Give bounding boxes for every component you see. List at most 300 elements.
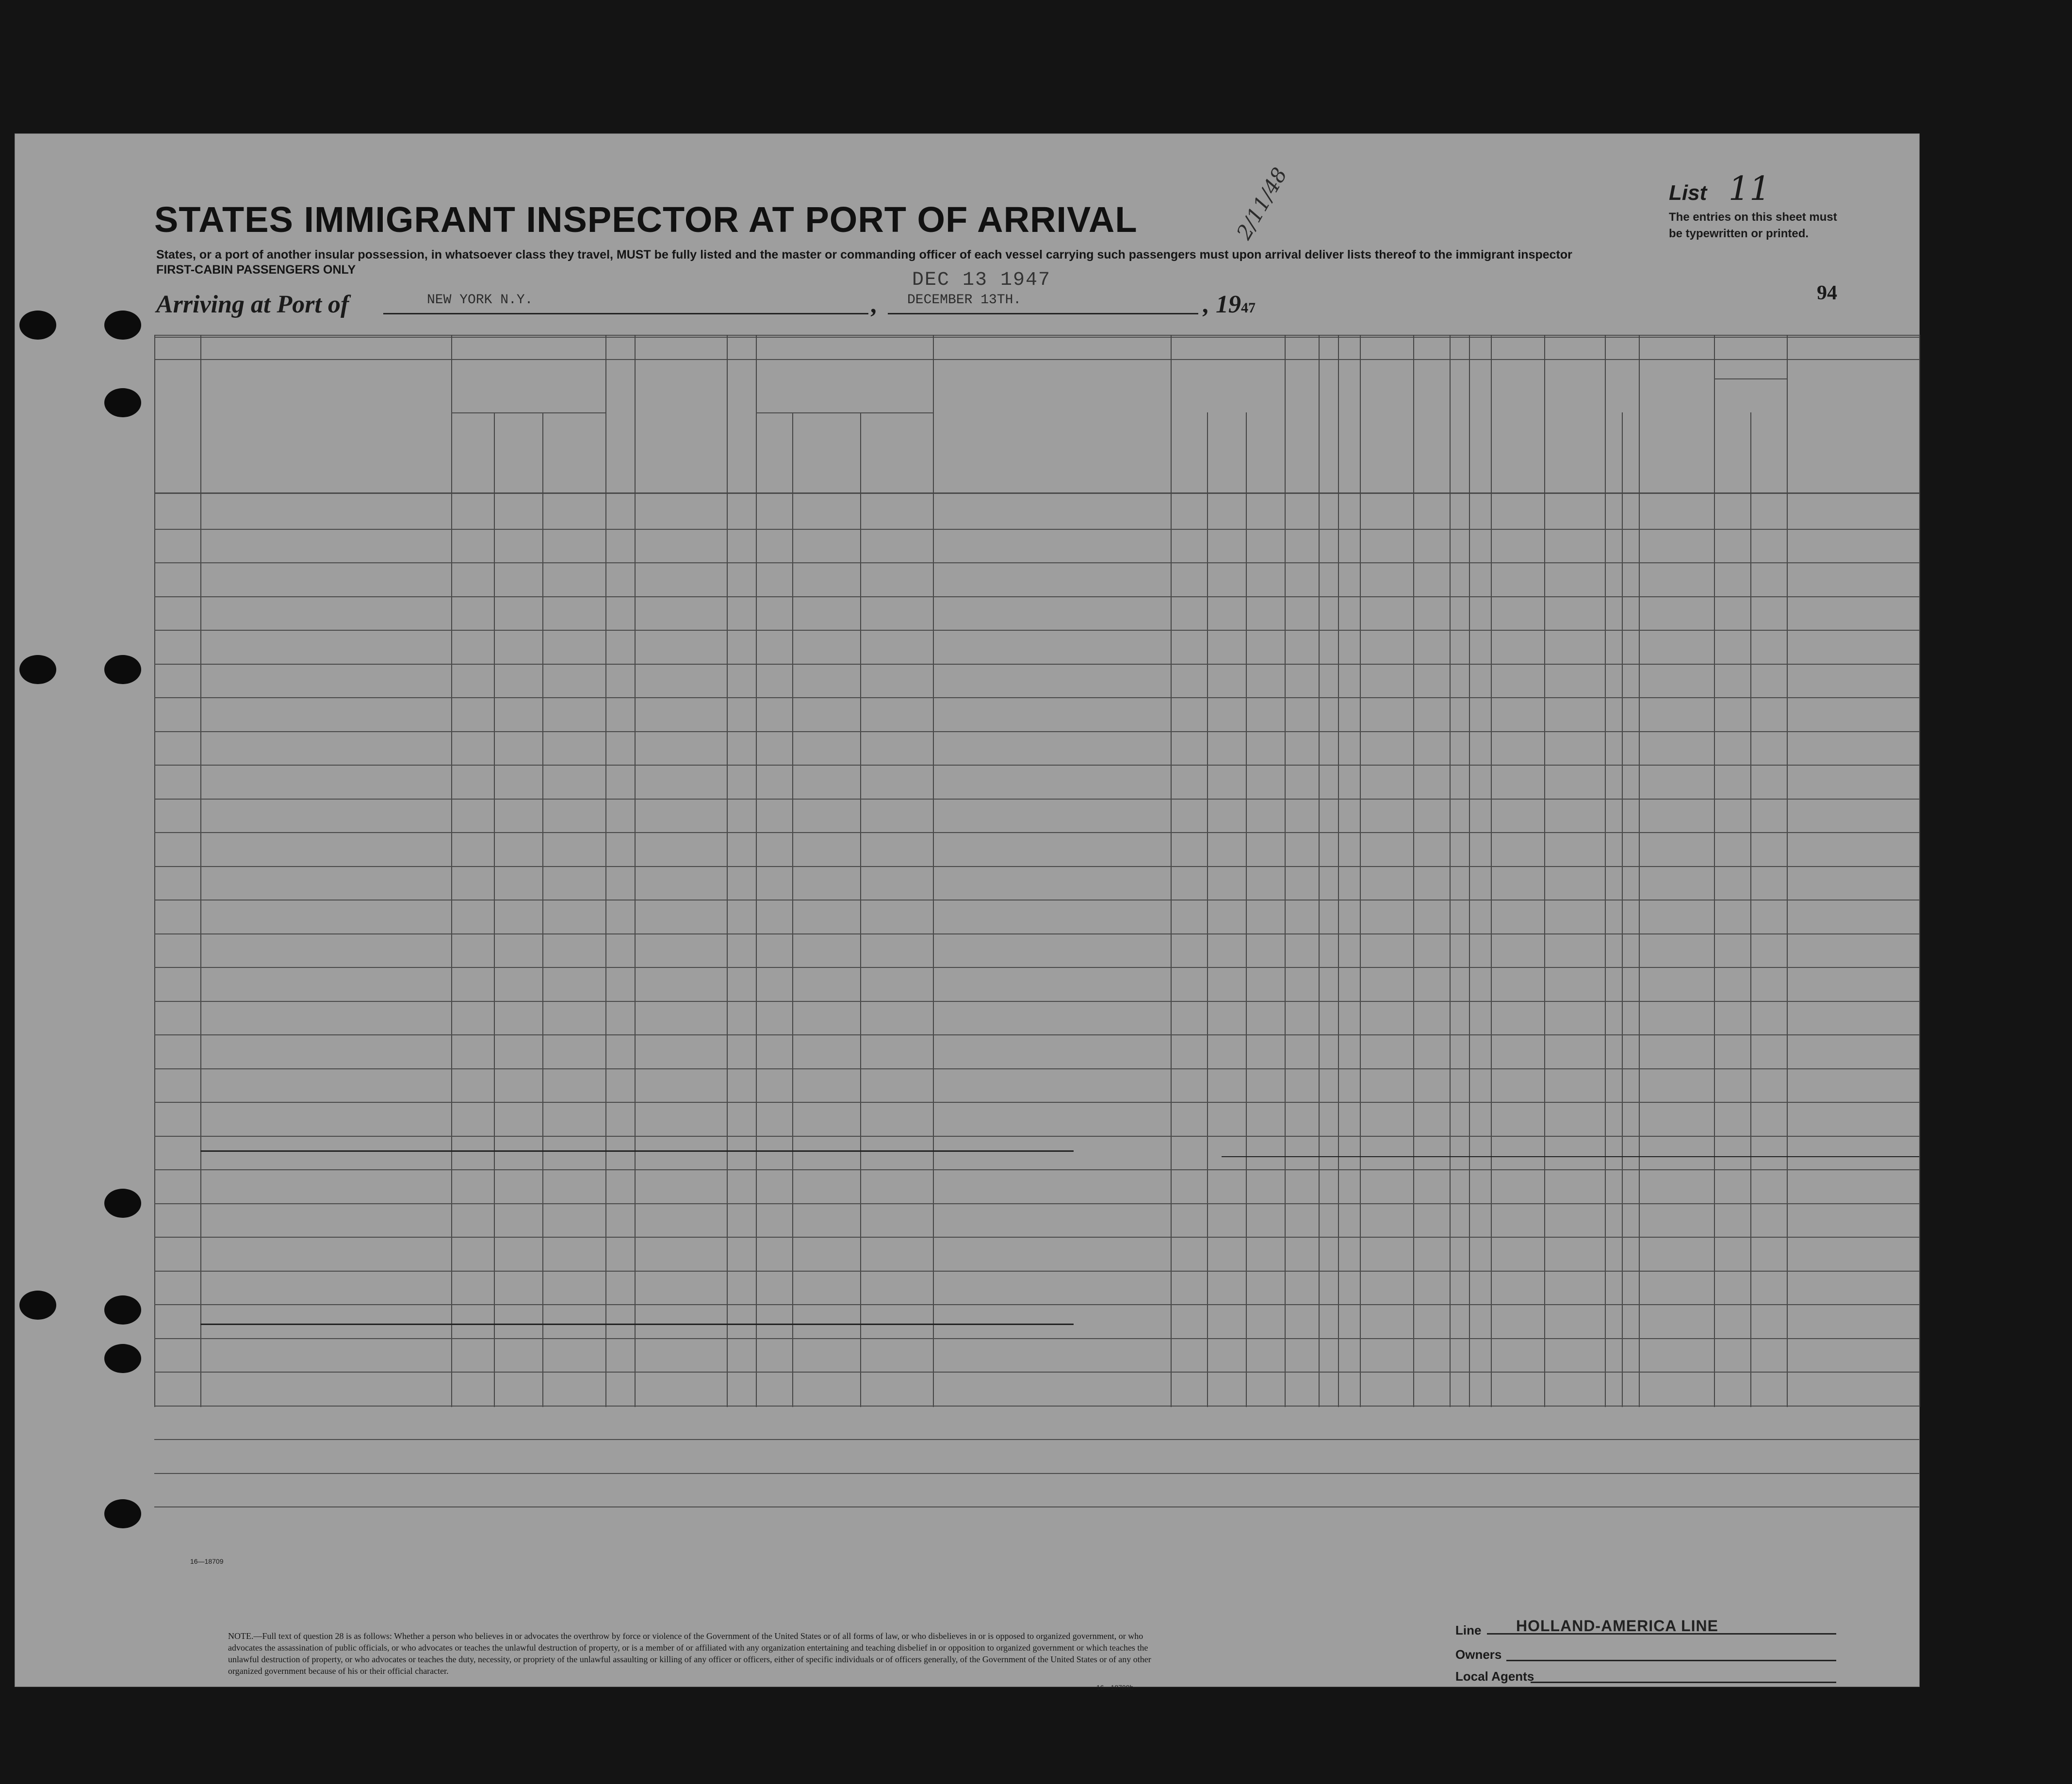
cell-c23 bbox=[938, 1305, 1171, 1338]
cell-c20 bbox=[644, 1457, 719, 1489]
cell-c32 bbox=[1496, 1457, 1544, 1489]
cell-c19 bbox=[607, 512, 634, 545]
cell-c34i bbox=[1624, 816, 1639, 849]
final-destination-header bbox=[451, 378, 605, 391]
cell-c37 bbox=[1801, 681, 1932, 714]
cell-c22 bbox=[758, 512, 932, 545]
cell-c36e bbox=[1752, 512, 1787, 545]
cell-c20 bbox=[644, 1356, 719, 1389]
manifest-table bbox=[154, 335, 1919, 1601]
cell-c35 bbox=[1641, 951, 1713, 984]
cell-c31 bbox=[1471, 1356, 1491, 1389]
cell-c23 bbox=[938, 1035, 1171, 1068]
column-rule bbox=[933, 335, 934, 1407]
cell-c23 bbox=[938, 732, 1171, 765]
strike-line bbox=[1222, 1156, 1919, 1157]
cell-c37 bbox=[1801, 1187, 1932, 1220]
cell-c34f bbox=[1609, 1457, 1623, 1489]
cell-c36h bbox=[1716, 1322, 1752, 1355]
cell-c27 bbox=[1340, 512, 1360, 545]
subtitle-line: States, or a port of another insular possession, in whatsoever class they travel, MUST be fully listed and the master or commanding officer of each vessel carrying such passengers must upon arrival deliver lists thereof to the immigrant inspector bbox=[156, 248, 1572, 262]
cell-c19 bbox=[607, 782, 634, 815]
cell-c23 bbox=[938, 971, 1171, 1004]
cell-c20 bbox=[644, 681, 719, 714]
comma: , bbox=[871, 291, 878, 318]
cell-c23 bbox=[938, 1272, 1171, 1305]
cell-c35 bbox=[1641, 647, 1713, 680]
cell-c33 bbox=[1549, 1356, 1607, 1389]
cell-c34i bbox=[1624, 1457, 1639, 1489]
cell-c24 bbox=[1173, 984, 1284, 1017]
cell-c23 bbox=[938, 1409, 1171, 1442]
cell-c23 bbox=[938, 1457, 1171, 1489]
cell-c32 bbox=[1496, 1187, 1544, 1220]
cell-c35 bbox=[1641, 1254, 1713, 1287]
cell-c25 bbox=[1287, 971, 1319, 1004]
agents-label: Local Agents bbox=[1455, 1669, 1534, 1684]
cell-c36e bbox=[1752, 1254, 1787, 1287]
cell-c19 bbox=[607, 951, 634, 984]
column-rule bbox=[1469, 335, 1470, 1407]
header-rule bbox=[451, 412, 605, 413]
cell-c30 bbox=[1452, 1187, 1470, 1220]
where-header bbox=[862, 454, 896, 466]
cell-c35 bbox=[1641, 1356, 1713, 1389]
cell-c30 bbox=[1452, 1457, 1470, 1489]
cell-c26 bbox=[1321, 1356, 1339, 1389]
cell-c34f bbox=[1609, 580, 1623, 613]
line-label: Line bbox=[1455, 1623, 1482, 1637]
cell-c21 bbox=[729, 1153, 755, 1186]
cell-c27 bbox=[1340, 1457, 1360, 1489]
cell-c24 bbox=[1173, 1308, 1284, 1341]
port-field bbox=[383, 293, 868, 314]
cell-c21 bbox=[729, 715, 755, 748]
column-rule bbox=[154, 335, 155, 1407]
cell-c36e bbox=[1752, 1322, 1787, 1355]
list-number-box bbox=[1669, 170, 1911, 241]
cell-c21 bbox=[729, 749, 755, 782]
cell-c24 bbox=[1173, 634, 1284, 667]
cell-c36h bbox=[1716, 1288, 1752, 1321]
cell-c19 bbox=[607, 1356, 634, 1389]
cell-c21 bbox=[729, 951, 755, 984]
cell-c36e bbox=[1752, 580, 1787, 613]
cell-c19 bbox=[607, 917, 634, 950]
cell-c17 bbox=[205, 496, 448, 529]
departure-date-header bbox=[897, 434, 932, 478]
cell-c35 bbox=[1641, 782, 1713, 815]
cell-c35 bbox=[1641, 884, 1713, 917]
first-cabin-notice: FIRST-CABIN PASSENGERS ONLY bbox=[156, 263, 356, 277]
cell-c34i bbox=[1624, 749, 1639, 782]
cell-c21 bbox=[729, 1254, 755, 1287]
cell-c20 bbox=[644, 1153, 719, 1186]
page-number: 94 bbox=[1817, 282, 1837, 304]
cell-c19 bbox=[607, 1119, 634, 1152]
cell-c25 bbox=[1287, 870, 1319, 903]
cell-c35 bbox=[1641, 816, 1713, 849]
cell-c34f bbox=[1609, 984, 1623, 1017]
cell-c20 bbox=[644, 1221, 719, 1254]
cell-c35 bbox=[1641, 1322, 1713, 1355]
cell-c17 bbox=[205, 1140, 448, 1173]
cell-c24 bbox=[1173, 884, 1284, 917]
cell-c18 bbox=[453, 600, 604, 633]
cell-c20 bbox=[644, 1254, 719, 1287]
cell-c36h bbox=[1716, 984, 1752, 1017]
cell-c21 bbox=[729, 1086, 755, 1119]
cell-c18 bbox=[453, 631, 604, 664]
cell-c36e bbox=[1752, 681, 1787, 714]
cell-c19 bbox=[607, 681, 634, 714]
previous-us-sub bbox=[758, 398, 930, 410]
cell-c35 bbox=[1641, 1187, 1713, 1220]
cell-c24 bbox=[1173, 917, 1284, 950]
eyes-header bbox=[1750, 454, 1787, 466]
cell-c34f bbox=[1609, 782, 1623, 815]
binder-hole bbox=[104, 1344, 141, 1373]
binder-hole bbox=[104, 388, 141, 417]
owners-field bbox=[1506, 1642, 1836, 1661]
cell-c34f bbox=[1609, 816, 1623, 849]
grid-line bbox=[154, 359, 1919, 360]
cell-c36h bbox=[1716, 533, 1752, 566]
cell-c21 bbox=[729, 512, 755, 545]
cell-c17 bbox=[205, 1440, 448, 1473]
grid-line bbox=[154, 337, 1919, 338]
cell-c24 bbox=[1173, 546, 1284, 579]
cell-c22 bbox=[758, 1457, 932, 1489]
usa-header bbox=[494, 415, 605, 439]
cell-c25 bbox=[1287, 715, 1319, 748]
cell-c36e bbox=[1752, 1187, 1787, 1220]
cell-c20 bbox=[644, 715, 719, 748]
cell-c18 bbox=[453, 968, 604, 1001]
arrival-date-stamp: DEC 13 1947 bbox=[912, 269, 1051, 291]
foreign-country-header bbox=[452, 415, 494, 473]
cell-c34f bbox=[1609, 1288, 1623, 1321]
column-rule bbox=[1360, 335, 1361, 1407]
cell-c37 bbox=[1801, 951, 1932, 984]
height-header bbox=[1605, 383, 1639, 398]
cell-c21 bbox=[729, 1322, 755, 1355]
cell-c20 bbox=[644, 850, 719, 883]
cell-c22 bbox=[758, 580, 932, 613]
column-rule bbox=[1787, 335, 1788, 1407]
cell-c19 bbox=[607, 1086, 634, 1119]
cell-c37 bbox=[1801, 884, 1932, 917]
relative-address-header bbox=[208, 403, 445, 475]
handwritten-date-note: 2/11/48 bbox=[1232, 164, 1292, 244]
cell-c34f bbox=[1609, 884, 1623, 917]
shipping-line-name: HOLLAND-AMERICA LINE bbox=[1516, 1617, 1718, 1635]
cell-c25 bbox=[1287, 1187, 1319, 1220]
cell-c21 bbox=[729, 1457, 755, 1489]
cell-c20 bbox=[644, 614, 719, 647]
column-rule bbox=[451, 335, 452, 1407]
list-label: List bbox=[1669, 181, 1707, 205]
cell-c20 bbox=[644, 1119, 719, 1152]
cell-c22 bbox=[758, 816, 932, 849]
cell-c36e bbox=[1752, 850, 1787, 883]
cell-c30 bbox=[1452, 1356, 1470, 1389]
cell-c36h bbox=[1716, 1119, 1752, 1152]
state-header bbox=[494, 458, 542, 471]
column-rule bbox=[200, 335, 201, 1407]
date-value: DECEMBER 13TH. bbox=[907, 293, 1022, 308]
cell-c28 bbox=[1370, 1457, 1413, 1489]
cell-c36e bbox=[1752, 546, 1787, 579]
binder-hole bbox=[104, 1499, 141, 1528]
cell-c23 bbox=[938, 1005, 1171, 1038]
cell-c22 bbox=[758, 546, 932, 579]
binder-hole bbox=[104, 655, 141, 684]
cell-c37 bbox=[1801, 1119, 1932, 1152]
cell-c21 bbox=[729, 1119, 755, 1152]
cell-c21 bbox=[729, 984, 755, 1017]
cell-c19 bbox=[607, 546, 634, 579]
column-rule bbox=[727, 335, 728, 1407]
cell-c21 bbox=[729, 884, 755, 917]
cell-c28 bbox=[1370, 1187, 1413, 1220]
cell-c36h bbox=[1716, 614, 1752, 647]
cell-c36e bbox=[1752, 614, 1787, 647]
cell-c20 bbox=[644, 968, 719, 1001]
cell-c25 bbox=[1287, 1457, 1319, 1489]
cell-c34f bbox=[1609, 850, 1623, 883]
cell-c23 bbox=[938, 867, 1171, 900]
cell-c34i bbox=[1624, 1322, 1639, 1355]
binder-hole bbox=[19, 311, 56, 340]
cell-c17 bbox=[205, 833, 448, 866]
column-rule bbox=[1450, 335, 1451, 1407]
cell-c18 bbox=[453, 499, 604, 532]
cell-c37 bbox=[1801, 1457, 1932, 1489]
cell-c32 bbox=[1496, 512, 1544, 545]
cell-c37 bbox=[1801, 1375, 1932, 1408]
cell-c22 bbox=[758, 984, 932, 1017]
cell-c25 bbox=[1287, 512, 1319, 545]
cell-c36h bbox=[1716, 1389, 1752, 1422]
cell-c37 bbox=[1801, 715, 1932, 748]
cell-c19 bbox=[607, 816, 634, 849]
row-rule bbox=[154, 1506, 1919, 1507]
cell-c35 bbox=[1641, 749, 1713, 782]
cell-c36h bbox=[1716, 1086, 1752, 1119]
cell-c37 bbox=[1801, 1153, 1932, 1186]
cell-c32 bbox=[1496, 1086, 1544, 1119]
cell-c34f bbox=[1609, 1322, 1623, 1355]
cell-c18 bbox=[453, 1409, 604, 1442]
cell-c36e bbox=[1752, 984, 1787, 1017]
cell-c35 bbox=[1641, 917, 1713, 950]
cell-c17 bbox=[205, 1170, 448, 1203]
cell-c35 bbox=[1641, 715, 1713, 748]
cell-c18 bbox=[453, 1069, 604, 1102]
arriving-label: Arriving at Port of bbox=[156, 291, 349, 318]
cell-c25 bbox=[1287, 580, 1319, 613]
cell-c34i bbox=[1624, 1187, 1639, 1220]
cell-c22 bbox=[758, 1356, 932, 1389]
page-title: STATES IMMIGRANT INSPECTOR AT PORT OF ARRIVAL bbox=[154, 199, 1138, 240]
cell-c20 bbox=[644, 1322, 719, 1355]
polygamist-header bbox=[1322, 360, 1337, 489]
cell-c19 bbox=[607, 1221, 634, 1254]
cell-c37 bbox=[1801, 1086, 1932, 1119]
cell-c18 bbox=[453, 563, 604, 596]
cell-c17 bbox=[205, 698, 448, 731]
column-rule bbox=[756, 335, 757, 1407]
cell-c34i bbox=[1624, 1221, 1639, 1254]
cell-c37 bbox=[1801, 580, 1932, 613]
cell-c25 bbox=[1287, 1356, 1319, 1389]
cell-c36e bbox=[1752, 1221, 1787, 1254]
cell-c36e bbox=[1752, 1086, 1787, 1119]
cell-c18 bbox=[453, 665, 604, 698]
cell-c31 bbox=[1471, 1187, 1491, 1220]
cell-c24 bbox=[1173, 1356, 1284, 1389]
labor-offer-header bbox=[1415, 360, 1449, 489]
no-on-list-header bbox=[157, 412, 198, 461]
cell-c36h bbox=[1716, 951, 1752, 984]
cell-c31 bbox=[1471, 1086, 1491, 1119]
cell-c33 bbox=[1549, 1457, 1607, 1489]
cell-c24 bbox=[1173, 1119, 1284, 1152]
port-value: NEW YORK N.Y. bbox=[427, 293, 533, 308]
cell-c22 bbox=[758, 1254, 932, 1287]
owners-label: Owners bbox=[1455, 1647, 1502, 1662]
cell-c32 bbox=[1496, 546, 1544, 579]
cell-c30 bbox=[1452, 1086, 1470, 1119]
color-of-header bbox=[1714, 361, 1787, 376]
excluded-header bbox=[1452, 360, 1468, 489]
cell-c21 bbox=[729, 1356, 755, 1389]
cell-c17 bbox=[205, 530, 448, 563]
cell-c23 bbox=[938, 937, 1171, 970]
cell-c17 bbox=[205, 668, 448, 701]
column-rule bbox=[635, 335, 636, 1407]
cell-c36h bbox=[1716, 647, 1752, 680]
cell-c36e bbox=[1752, 951, 1787, 984]
cell-c35 bbox=[1641, 1086, 1713, 1119]
intends-return-header bbox=[1173, 360, 1207, 489]
cell-c17 bbox=[205, 1238, 448, 1271]
cell-c27 bbox=[1340, 1356, 1360, 1389]
previous-us-header bbox=[758, 371, 930, 400]
complexion-header bbox=[1639, 412, 1714, 442]
cell-c37 bbox=[1801, 850, 1932, 883]
cell-c24 bbox=[1173, 499, 1284, 532]
binder-hole bbox=[104, 311, 141, 340]
cell-c34i bbox=[1624, 1288, 1639, 1321]
cell-c19 bbox=[607, 1322, 634, 1355]
cell-c36e bbox=[1752, 782, 1787, 815]
cell-c19 bbox=[607, 1187, 634, 1220]
cell-c22 bbox=[758, 951, 932, 984]
cell-c34f bbox=[1609, 1389, 1623, 1422]
cell-c35 bbox=[1641, 1457, 1713, 1489]
cell-c22 bbox=[758, 1119, 932, 1152]
overthrow-header bbox=[1362, 360, 1413, 489]
cell-c37 bbox=[1801, 647, 1932, 680]
column-rule bbox=[605, 335, 606, 1407]
cell-c20 bbox=[644, 647, 719, 680]
cell-c17 bbox=[205, 937, 448, 970]
cell-c25 bbox=[1287, 1275, 1319, 1308]
fifty-dollars-header bbox=[731, 360, 755, 489]
inches-header bbox=[1622, 463, 1639, 475]
cell-c17 bbox=[205, 1305, 448, 1338]
cell-c34f bbox=[1609, 512, 1623, 545]
year-field: , 1947 bbox=[1203, 291, 1256, 318]
cell-c34i bbox=[1624, 715, 1639, 748]
cell-c17 bbox=[205, 968, 448, 1001]
cell-c19 bbox=[607, 1288, 634, 1321]
cell-c36h bbox=[1716, 1221, 1752, 1254]
cell-c36h bbox=[1716, 566, 1752, 599]
deported-header bbox=[1472, 360, 1491, 489]
header-rule bbox=[1714, 378, 1787, 379]
cell-c36h bbox=[1716, 681, 1752, 714]
strike-line bbox=[200, 1150, 1074, 1152]
cell-c24 bbox=[1173, 951, 1284, 984]
cell-c29 bbox=[1418, 1086, 1453, 1119]
cell-c26 bbox=[1321, 546, 1339, 579]
grid-line bbox=[154, 335, 1919, 336]
cell-c24 bbox=[1173, 715, 1284, 748]
cell-c34i bbox=[1624, 984, 1639, 1017]
column-rule bbox=[1285, 335, 1286, 1407]
cell-c33 bbox=[1549, 512, 1607, 545]
cell-c34i bbox=[1624, 512, 1639, 545]
cell-c20 bbox=[644, 1389, 719, 1422]
passage-paid-sub bbox=[638, 415, 723, 478]
cell-c18 bbox=[453, 735, 604, 768]
cell-c21 bbox=[729, 850, 755, 883]
cell-c23 bbox=[938, 833, 1171, 866]
final-destination-sub bbox=[451, 391, 605, 410]
passage-paid-header bbox=[637, 378, 724, 415]
cell-c36h bbox=[1716, 802, 1752, 835]
cell-c24 bbox=[1173, 600, 1284, 633]
cell-c36e bbox=[1752, 917, 1787, 950]
cell-c35 bbox=[1641, 580, 1713, 613]
cell-c25 bbox=[1287, 937, 1319, 970]
date-field bbox=[888, 293, 1198, 314]
cell-c27 bbox=[1340, 1187, 1360, 1220]
cell-c34f bbox=[1609, 1119, 1623, 1152]
cell-c36h bbox=[1716, 1457, 1752, 1489]
cell-c19 bbox=[607, 580, 634, 613]
cell-c28 bbox=[1370, 512, 1413, 545]
cell-c28 bbox=[1370, 1356, 1413, 1389]
cell-c21 bbox=[729, 1389, 755, 1422]
form-code: 16—18709b bbox=[1096, 1684, 1134, 1691]
cell-c33 bbox=[1549, 546, 1607, 579]
cell-c27 bbox=[1340, 1086, 1360, 1119]
cell-c22 bbox=[758, 850, 932, 883]
cell-c19 bbox=[607, 850, 634, 883]
cell-c22 bbox=[758, 1221, 932, 1254]
cell-c31 bbox=[1471, 512, 1491, 545]
cell-c20 bbox=[644, 566, 719, 599]
cell-c19 bbox=[607, 1153, 634, 1186]
cell-c29 bbox=[1418, 1356, 1453, 1389]
cell-c34f bbox=[1609, 749, 1623, 782]
cell-c34f bbox=[1609, 681, 1623, 714]
cell-c20 bbox=[644, 1187, 719, 1220]
